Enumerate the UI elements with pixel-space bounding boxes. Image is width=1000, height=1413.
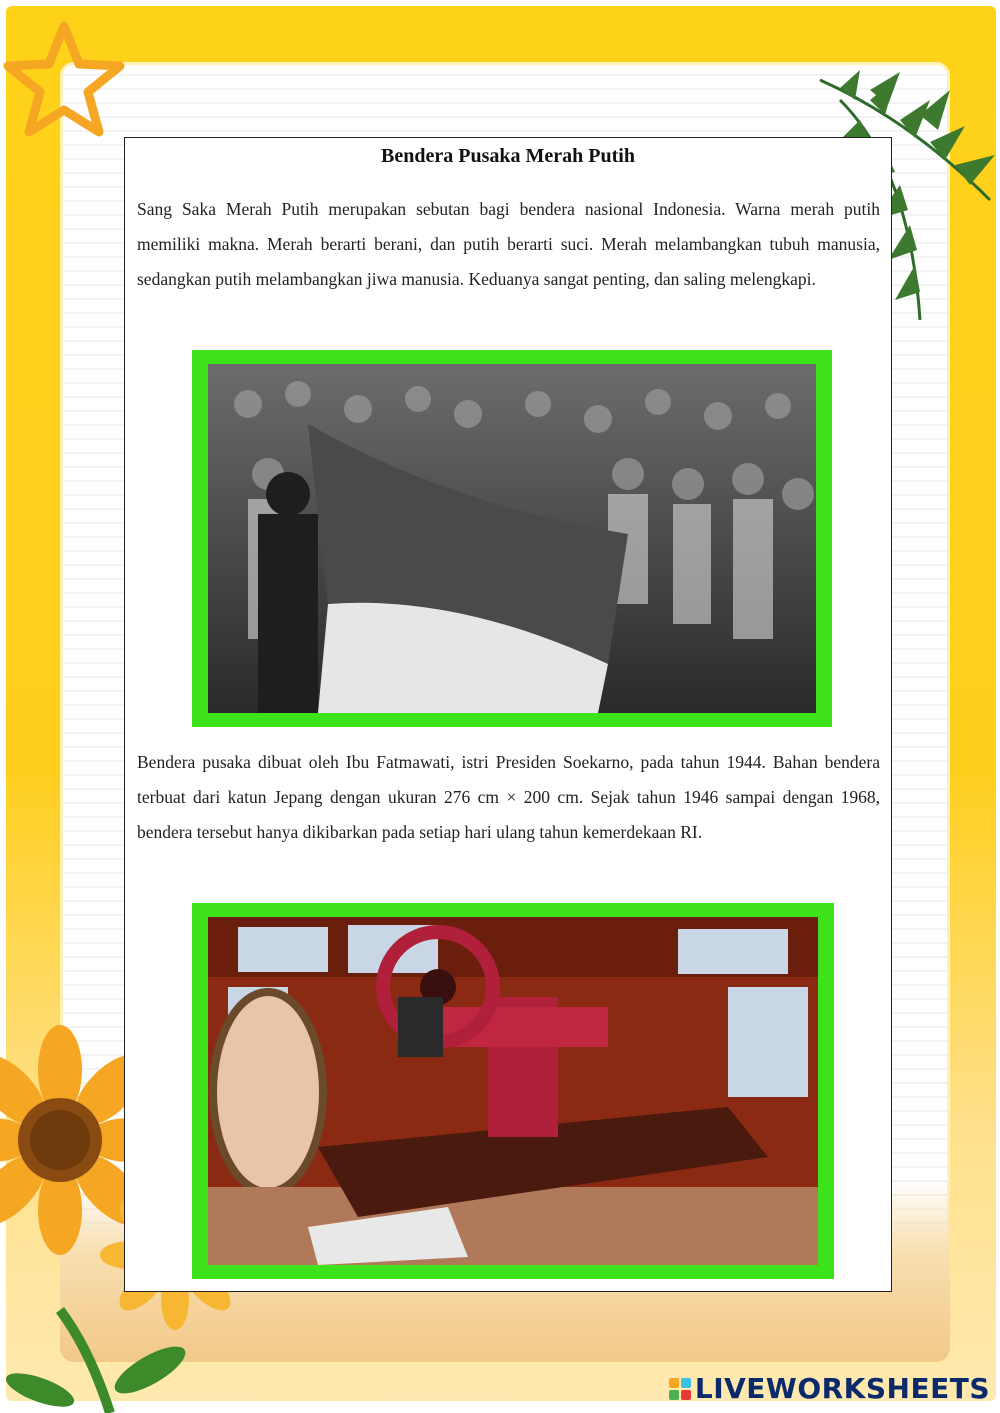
page-title: Bendera Pusaka Merah Putih [381, 145, 635, 167]
flag-ceremony-photo [192, 350, 832, 727]
paragraph-history: Bendera pusaka dibuat oleh Ibu Fatmawati, istri Presiden Soekarno, pada tahun 1944. Bahan bendera terbuat dari katun Jepang dengan ukuran 276 cm × 200 cm. Sejak tahun 1946 sampai dengan 1968, bendera tersebut hanya dikibarkan pada setiap hari ulang tahun kemerdekaan RI. [137, 752, 880, 842]
paragraph-intro: Sang Saka Merah Putih merupakan sebutan bagi bendera nasional Indonesia. Warna merah putih memiliki makna. Merah berarti berani, dan putih berarti suci. Merah melambangkan tubuh manusia, sedangkan putih melambangkan jiwa manusia. Keduanya sangat penting, dan saling melengkapi. [137, 199, 880, 289]
brand-name: LIVEWORKSHEETS [694, 1372, 990, 1405]
brand-logo-icon [669, 1378, 691, 1400]
flag-ceremony-image [208, 364, 816, 713]
brand-logo [669, 1372, 990, 1405]
star-decoration [2, 18, 126, 140]
sewing-machine-photo [192, 903, 834, 1279]
sewing-machine-image [208, 917, 818, 1265]
